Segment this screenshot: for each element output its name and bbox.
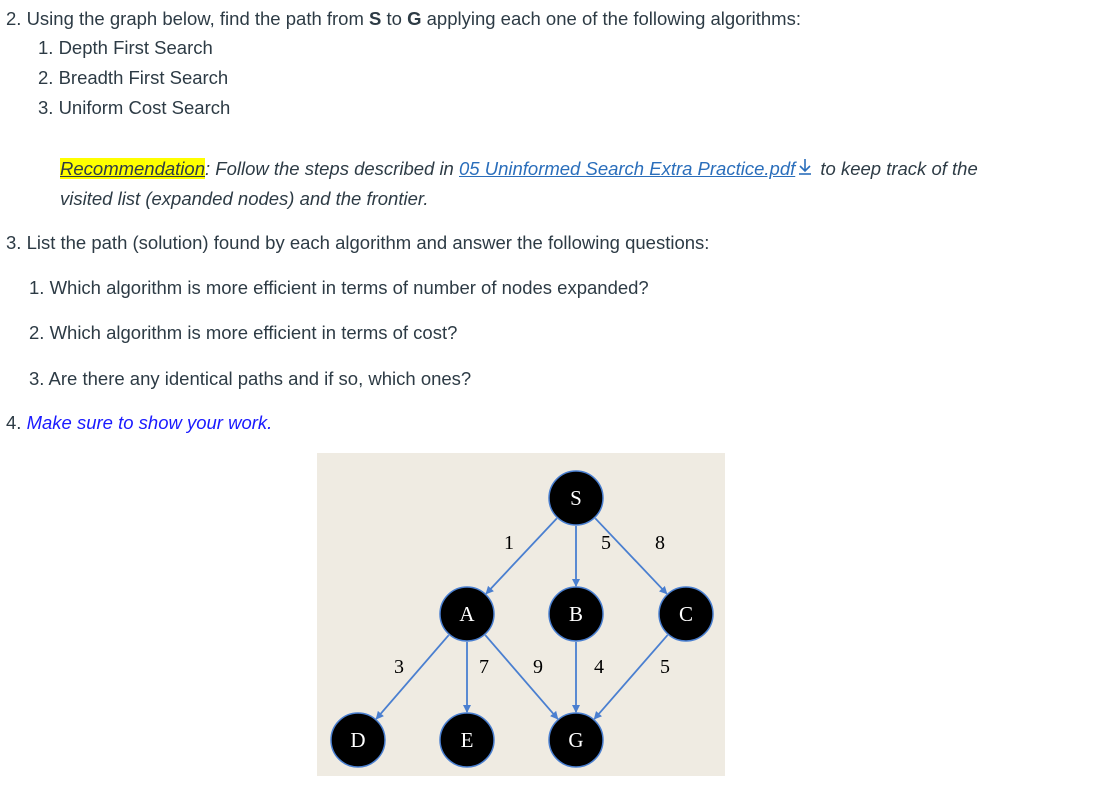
node-label-b: B xyxy=(568,602,584,626)
edge-weight-a-g: 9 xyxy=(533,656,543,678)
node-label-g: G xyxy=(568,728,584,752)
node-label-a: A xyxy=(459,602,475,626)
node-label-e: E xyxy=(460,728,474,752)
edge-weight-c-g: 5 xyxy=(660,656,670,678)
algorithm-item-ucs: 3. Uniform Cost Search xyxy=(38,97,231,118)
question-3-item-2: 2. Which algorithm is more efficient in terms of cost? xyxy=(29,322,458,343)
edge-weight-s-b: 5 xyxy=(601,532,611,554)
algorithm-item-dfs: 1. Depth First Search xyxy=(38,37,213,58)
question-4: 4. Make sure to show your work. xyxy=(6,412,273,433)
goal-node-label: G xyxy=(407,8,422,29)
search-graph xyxy=(317,453,725,776)
recommendation: Recommendation: Follow the steps described in 05 Uninformed Search Extra Practice.pdf to keep track of the visited list (expanded nodes) and the frontier. xyxy=(60,154,1020,214)
question-3: 3. List the path (solution) found by each algorithm and answer the following questions: xyxy=(6,232,710,253)
question-3-item-1: 1. Which algorithm is more efficient in terms of number of nodes expanded? xyxy=(29,277,649,298)
edge-weight-s-c: 8 xyxy=(655,532,665,554)
start-node-label: S xyxy=(369,8,382,29)
edge-weight-b-g: 4 xyxy=(594,656,604,678)
question-3-item-3: 3. Are there any identical paths and if so, which ones? xyxy=(29,368,472,389)
node-label-c: C xyxy=(678,602,694,626)
recommendation-label: Recommendation xyxy=(60,158,205,179)
question-2: 2. Using the graph below, find the path from S to G applying each one of the following algorithms: xyxy=(6,8,801,29)
edge-weight-s-a: 1 xyxy=(504,532,514,554)
edge-weight-a-d: 3 xyxy=(394,656,404,678)
practice-pdf-link[interactable]: 05 Uninformed Search Extra Practice.pdf xyxy=(459,158,796,179)
download-icon[interactable] xyxy=(797,154,813,184)
node-label-d: D xyxy=(350,728,366,752)
edge-weight-a-e: 7 xyxy=(479,656,489,678)
algorithm-item-bfs: 2. Breadth First Search xyxy=(38,67,229,88)
node-label-s: S xyxy=(570,486,582,510)
